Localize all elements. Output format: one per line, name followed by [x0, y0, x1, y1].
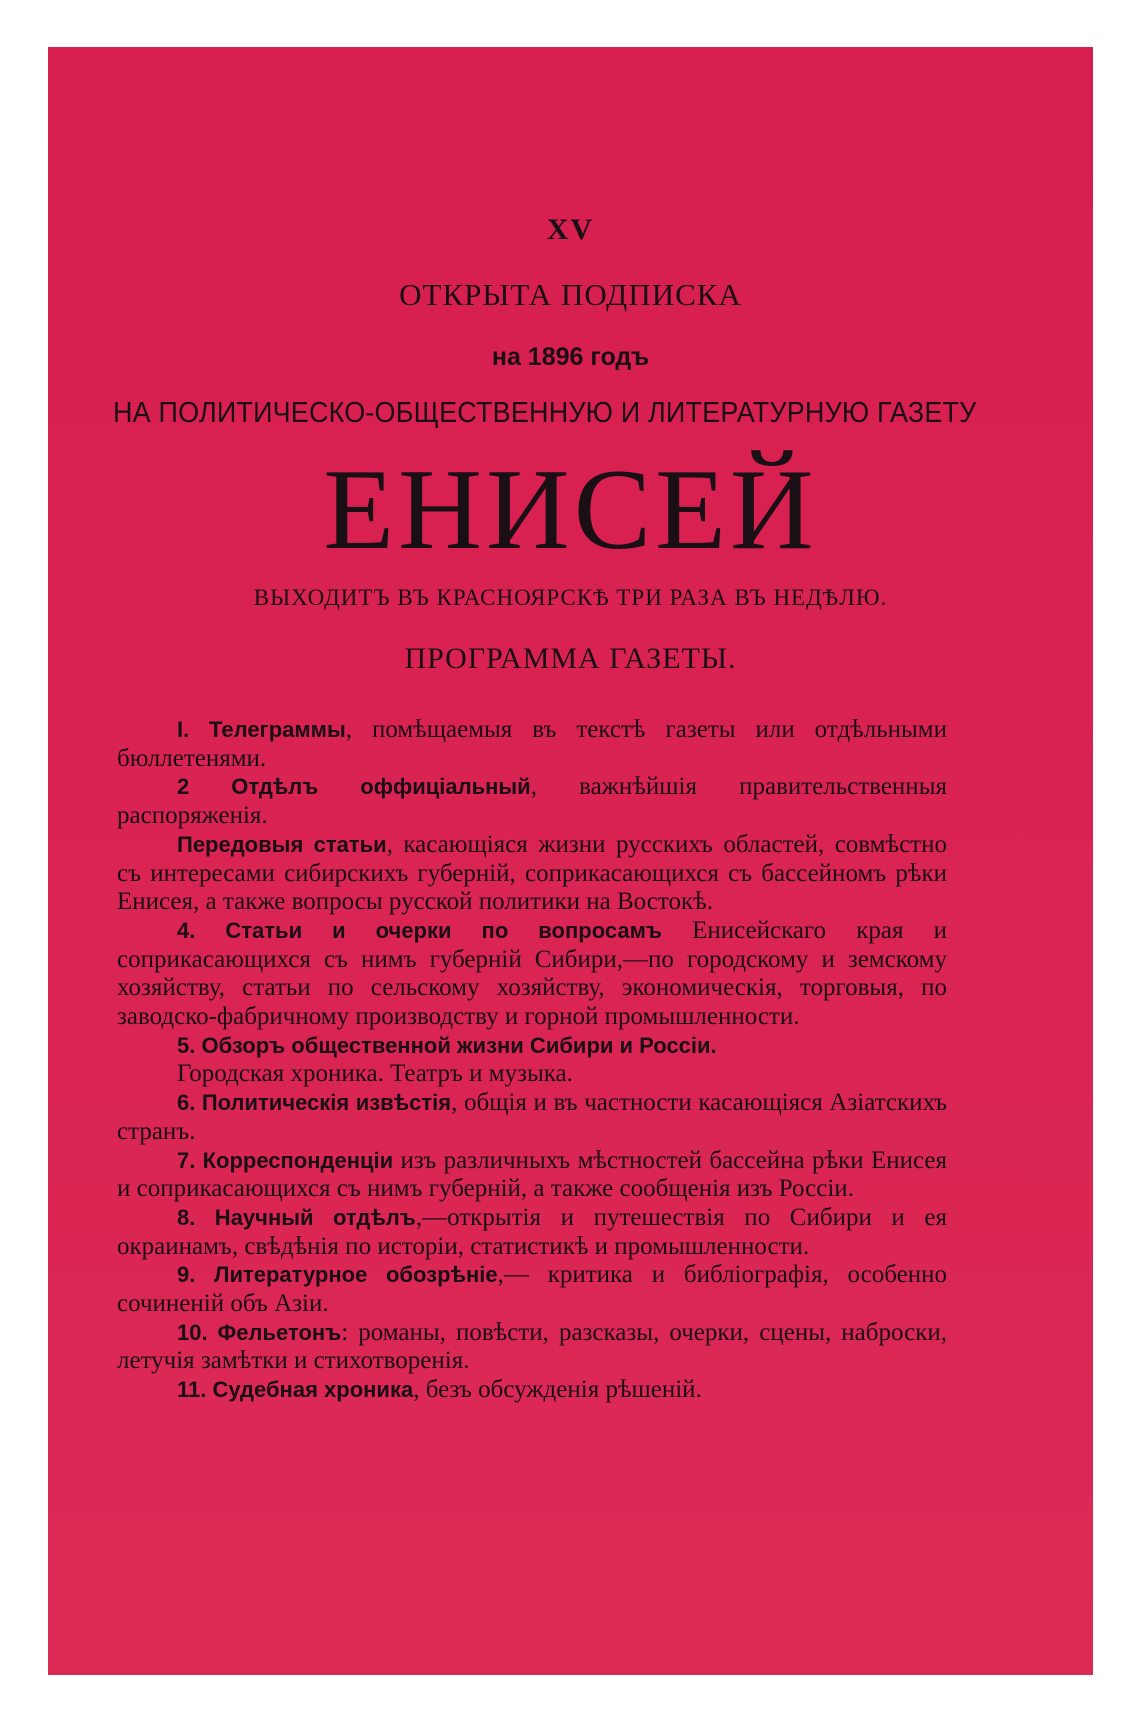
item-lead: 4. Статьи и очерки по вопросамъ	[177, 917, 662, 943]
program-item	[117, 831, 947, 917]
program-item	[117, 1147, 947, 1204]
subscription-year: на 1896 годъ	[491, 343, 650, 371]
item-text: , важнѣйшія правительственныя распоряженія.	[117, 773, 947, 830]
program-item	[117, 1261, 947, 1318]
program-item	[117, 1089, 947, 1146]
program-item	[117, 716, 947, 773]
publication-info: ВЫХОДИТЪ ВЪ КРАСНОЯРСКѢ ТРИ РАЗА ВЪ НЕДѢЛЮ.	[253, 585, 888, 610]
program-item	[117, 1319, 947, 1376]
item-lead: 10. Фельетонъ	[177, 1319, 342, 1345]
item-lead: Передовыя статьи	[177, 831, 387, 857]
item-text: изъ различныхъ мѣстностей бассейна рѣки Енисея и соприкасающихся съ нимъ губерній, а также сообщенія изъ Россіи.	[117, 1146, 947, 1203]
item-lead: I. Телеграммы	[177, 717, 346, 742]
subscription-title: ОТКРЫТА ПОДПИСКА	[399, 277, 742, 312]
newspaper-name: ЕНИСЕЙ	[323, 446, 818, 574]
program-list	[117, 716, 947, 1405]
program-item	[117, 1376, 947, 1405]
newspaper-type: НА ПОЛИТИЧЕСКО-ОБЩЕСТВЕННУЮ И ЛИТЕРАТУРНУЮ ГАЗЕТУ	[113, 397, 977, 429]
item-text: , касающіяся жизни русскихъ областей, совмѣстно съ интересами сибирскихъ губерній, соприкасающихся съ бассейномъ рѣки Енисея, а также вопросы русской политики на Востокѣ.	[117, 830, 947, 916]
item-lead: 8. Научный отдѣлъ	[177, 1204, 416, 1230]
item-text: Енисейскаго края и соприкасающихся съ нимъ губерній Сибири,—по городскому и земскому хозяйству, статьи по сельскому хозяйству, экономическія, торговыя, по заводско-фабричному производству и горной промышленности.	[117, 916, 947, 1031]
program-heading: ПРОГРАММА ГАЗЕТЫ.	[404, 642, 737, 675]
program-item	[117, 1032, 947, 1061]
item-text: ,— критика и библіографія, особенно сочиненій объ Азіи.	[117, 1261, 947, 1318]
item-text: , помѣщаемыя въ текстѣ газеты или отдѣльными бюллетенями.	[117, 716, 947, 772]
item-text: ,—открытія и путешествія по Сибири и ея окраинамъ, свѣдѣнія по исторіи, статистикѣ и промышленности.	[117, 1203, 947, 1260]
item-lead: 2 Отдѣлъ оффиціальный	[177, 774, 531, 800]
program-item	[117, 1060, 947, 1089]
item-lead: 11. Судебная хроника	[177, 1377, 414, 1403]
page-number: XV	[546, 213, 595, 246]
item-lead: 5. Обзоръ общественной жизни Сибири и Россіи.	[177, 1032, 717, 1058]
program-item	[117, 917, 947, 1032]
item-text: Городская хроника. Театръ и музыка.	[177, 1060, 573, 1088]
item-text: , общія и въ частности касающіяся Азіатскихъ странъ.	[117, 1089, 947, 1145]
document-page	[48, 47, 1093, 1675]
item-lead: 7. Корреспонденціи	[177, 1147, 394, 1173]
program-item	[117, 1204, 947, 1261]
item-text: : романы, повѣсти, разсказы, очерки, сцены, наброски, летучія замѣтки и стихотворенія.	[117, 1318, 947, 1375]
program-item	[117, 773, 947, 830]
item-lead: 6. Политическія извѣстія	[177, 1090, 452, 1116]
item-lead: 9. Литературное обозрѣніе	[177, 1262, 498, 1288]
item-text: , безъ обсужденія рѣшеній.	[413, 1376, 702, 1404]
